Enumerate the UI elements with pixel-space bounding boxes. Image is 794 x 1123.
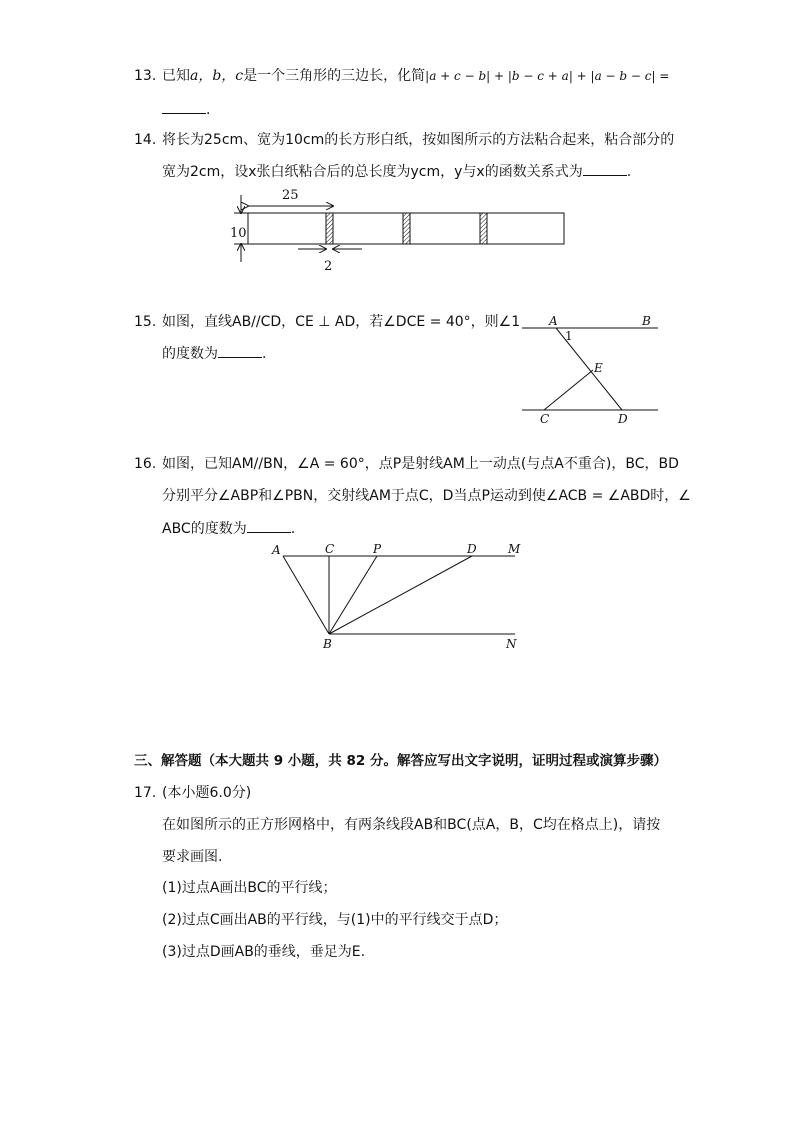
q15-label-e: E	[594, 361, 603, 375]
q13-text-a: 已知	[162, 68, 190, 84]
q17-number: 17.	[134, 785, 157, 801]
q13-vars: a，b，c	[190, 68, 244, 84]
q14-line1: 将长为25cm、宽为10cm的长方形白纸，按如图所示的方法粘合起来，粘合部分的	[162, 132, 675, 148]
q16-segment-bp	[329, 556, 377, 634]
q14-glue-3	[480, 213, 487, 244]
q16-label-p: P	[373, 542, 382, 556]
q16-label-c: C	[325, 542, 335, 556]
q17-item1: (1)过点A画出BC的平行线；	[162, 880, 337, 896]
q16-line1: 如图，已知AM//BN，∠A = 60°，点P是射线AM上一动点(与点A不重合)，BC，BD	[162, 456, 679, 472]
q14-figure	[234, 195, 564, 262]
q15-line2	[162, 343, 266, 364]
q15-label-b: B	[642, 314, 651, 328]
q14-length-label: 25	[282, 188, 299, 203]
q15-line1: 如图，直线AB//CD，CE ⊥ AD，若∠DCE = 40°，则∠1	[162, 314, 521, 330]
q14-glue-label: 2	[324, 259, 333, 274]
q14-glue-2	[403, 213, 410, 244]
q14-number: 14.	[134, 132, 157, 148]
q14-line2-text: 宽为2cm，设x张白纸粘合后的总长度为ycm，y与x的函数关系式为	[162, 164, 583, 180]
q14-end: .	[626, 164, 632, 180]
q16-label-d: D	[467, 542, 477, 556]
q13-number: 13.	[134, 68, 157, 84]
q15-line2-text: 的度数为	[162, 346, 218, 362]
q16-label-m: M	[508, 542, 521, 556]
q17-item3: (3)过点D画AB的垂线，垂足为E.	[162, 944, 366, 960]
q15-label-a: A	[549, 314, 558, 328]
q15-line-ce	[544, 370, 593, 410]
q16-figure	[283, 556, 515, 634]
q16-label-n: N	[506, 637, 517, 651]
q13-text-b: 是一个三角形的三边长，化简	[243, 68, 426, 84]
q15-label-d: D	[618, 412, 628, 426]
q15-label-1: 1	[565, 329, 573, 343]
q13-end: .	[206, 102, 211, 118]
q17-line1: 在如图所示的正方形网格中，有两条线段AB和BC(点A，B，C均在格点上)，请按	[162, 817, 661, 833]
q16-label-b: B	[323, 637, 332, 651]
q13-expression: |a + c − b| + |b − c + a| + |a − b − c| =	[425, 69, 670, 83]
section-3-title: 三、解答题（本大题共 9 小题，共 82 分。解答应写出文字说明，证明过程或演算步骤）	[134, 753, 667, 769]
q15-answer-blank	[218, 343, 262, 358]
q15-number: 15.	[134, 314, 157, 330]
q16-label-a: A	[272, 543, 281, 557]
q15-label-c: C	[540, 412, 550, 426]
q15-figure	[522, 328, 658, 410]
q17-item2: (2)过点C画出AB的平行线，与(1)中的平行线交于点D；	[162, 912, 508, 928]
q15-end: .	[262, 346, 267, 362]
q16-number: 16.	[134, 456, 157, 472]
q17-score: (本小题6.0分)	[162, 785, 252, 801]
q14-glue-1	[326, 213, 333, 244]
q16-segment-bd	[329, 556, 472, 634]
q14-width-label: 10	[230, 226, 247, 241]
q16-line2: 分别平分∠ABP和∠PBN，交射线AM于点C，D当点P运动到使∠ACB = ∠ABD时，∠	[162, 488, 691, 504]
q16-answer-blank	[247, 518, 291, 533]
q17-line2: 要求画图.	[162, 849, 223, 865]
q16-segment-ab	[283, 556, 329, 634]
q16-end: .	[290, 521, 296, 537]
q16-line3-text: ABC的度数为	[162, 521, 247, 537]
q16-line3	[162, 518, 295, 539]
